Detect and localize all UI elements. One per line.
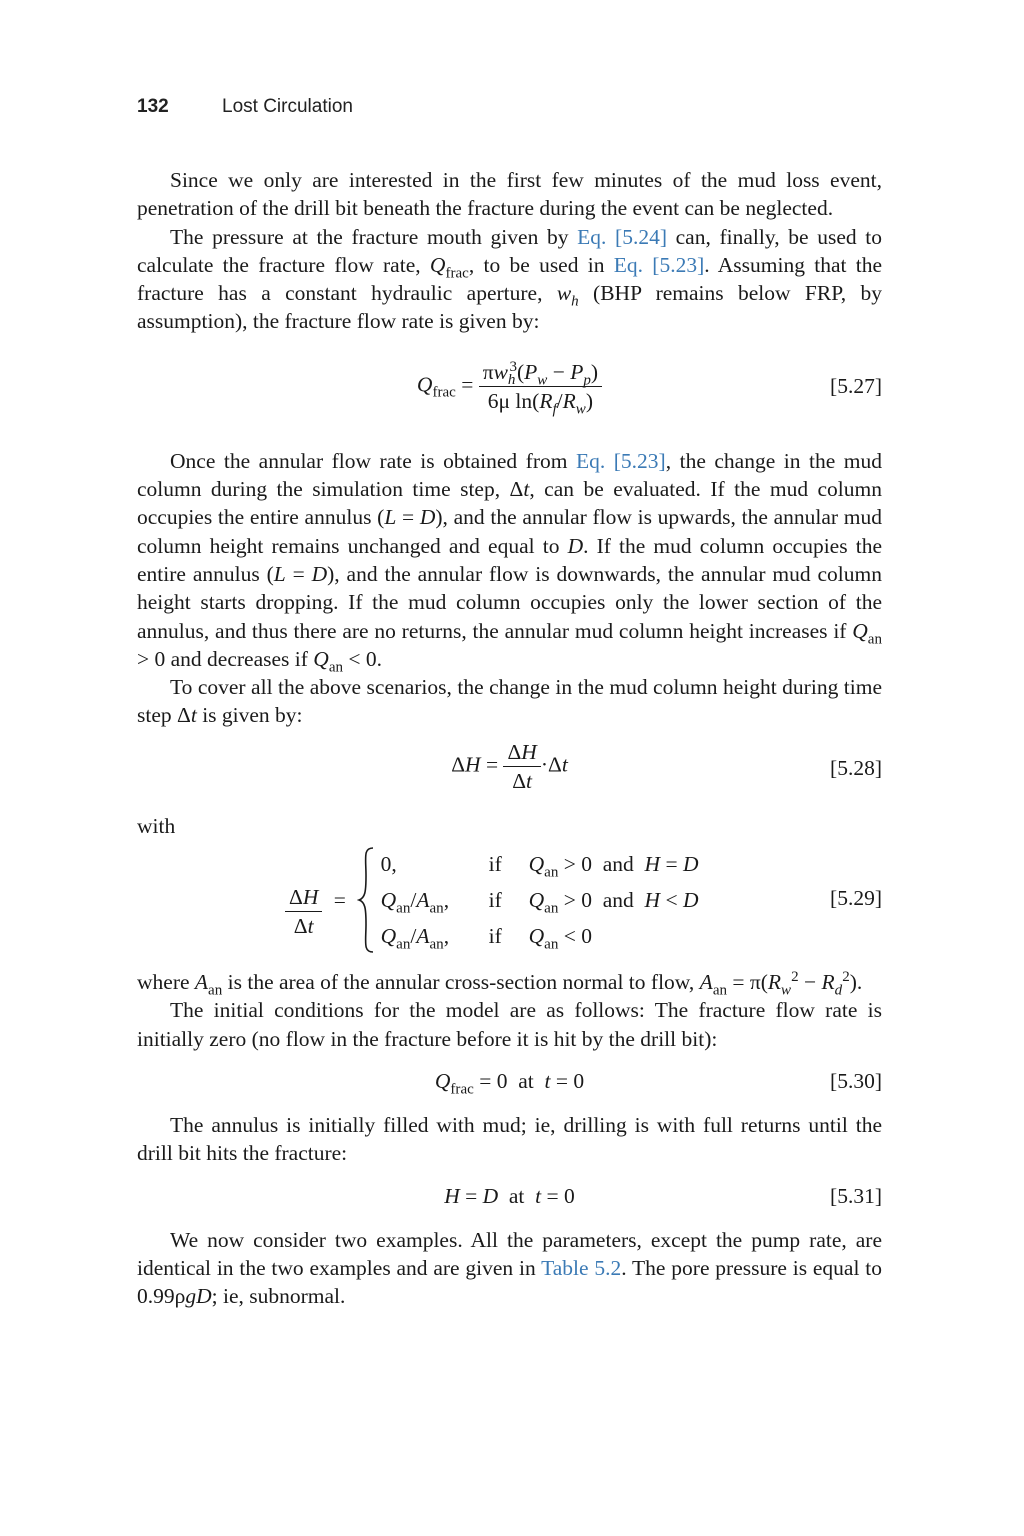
paragraph-1: Since we only are interested in the first few minutes of the mud loss event, penetration of the drill bit beneath the fracture during the event can be neglected. — [137, 168, 882, 221]
paragraph-6: The initial conditions for the model are as follows: The fracture flow rate is initially zero (no flow in the fracture before it is hit by the drill bit): — [137, 998, 882, 1051]
left-brace — [357, 846, 375, 954]
equation-number: [5.30] — [830, 1068, 882, 1093]
equation-number: [5.27] — [830, 373, 882, 398]
equation-5-31: H = D at t = 0 [5.31] — [137, 1182, 882, 1212]
table-5-2-link[interactable]: Table 5.2 — [541, 1255, 622, 1280]
paragraph-8: We now consider two examples. All the parameters, except the pump rate, are identical in the two examples and are given in Table 5.2. The pore pressure is equal to 0.99ρgD; ie, subnormal. — [137, 1227, 882, 1309]
equation-5-29: $\frac{\Delta H}{\Delta t}$ = 0, if $Q_{an} > 0$ and H = D $Q_{an}/A_{an}$, if $Q_{an} > 0$ and H < D $Q_{an}/A_{an}$, if $Q_{an} < 0$ [5.29] — [137, 846, 882, 958]
cases-table: 0, if $Q_{an} > 0$ and H = D $Q_{an}/A_{an}$, if $Q_{an} > 0$ and H < D $Q_{an}/A_{an}$, if $Q_{an} < 0$ — [380, 852, 699, 953]
equation-number: [5.28] — [830, 755, 882, 780]
eq-5-24-link[interactable]: Eq. [5.24] — [577, 224, 667, 249]
page-number: 132 — [137, 96, 169, 117]
paragraph-7: The annulus is initially filled with mud; ie, drilling is with full returns until the drill bit hits the fracture: — [137, 1112, 882, 1166]
equation-5-28: ΔH = $\frac{\Delta H}{\Delta t}$ ·Δt [5.28] — [451, 739, 882, 793]
eq-5-23-link-2[interactable]: Eq. [5.23] — [576, 448, 666, 473]
equation-5-30: $Q_{frac} = 0$ at t = 0 [5.30] — [434, 1068, 882, 1098]
paragraph-5: where $A_{an}$ is the area of the annular cross-section normal to flow, $A_{an} = \pi(R_w^2 - R_d^2)$. — [137, 968, 863, 999]
running-title: Lost Circulation — [222, 96, 353, 117]
paragraph-2: The pressure at the fracture mouth given by Eq. [5.24] can, finally, be used to calculate the fracture flow rate, $Q_{frac}$, to be used in Eq. [5.23]. Assuming that the fracture has a constant hydraulic aperture, $w_h$ (BHP remains below FRP, by assumption), the fracture flow rate is given by: — [137, 224, 883, 334]
equation-5-27: $Q_{frac}$ = $\frac{\pi w_h^3(P_w - P_p)}{6\mu \ln(R_f/R_w)}$ [5.27] — [416, 358, 882, 418]
paragraph-3: Once the annular flow rate is obtained from Eq. [5.23], the change in the mud column during the simulation time step, Δt, can be evaluated. If the mud column occupies the entire annulus (L = D), and the annular flow is upwards, the annular mud column height remains unchanged and equal to D. If the mud column occupies the entire annulus (L = D), and the annular flow is downwards, the annular mud column height starts dropping. If the mud column occupies only the lower section of the annulus, and thus there are no returns, the annular mud column height increases if $Q_{an} > 0$ and decreases if $Q_{an} < 0$. — [137, 448, 883, 676]
equation-number: [5.31] — [830, 1183, 882, 1208]
paragraph-4: To cover all the above scenarios, the change in the mud column height during time step Δt is given by: — [137, 675, 882, 728]
equation-number: [5.29] — [830, 886, 882, 911]
with-label: with — [137, 813, 176, 838]
body-text — [137, 166, 882, 1310]
running-header — [137, 96, 353, 118]
eq-5-23-link[interactable]: Eq. [5.23] — [613, 252, 705, 277]
